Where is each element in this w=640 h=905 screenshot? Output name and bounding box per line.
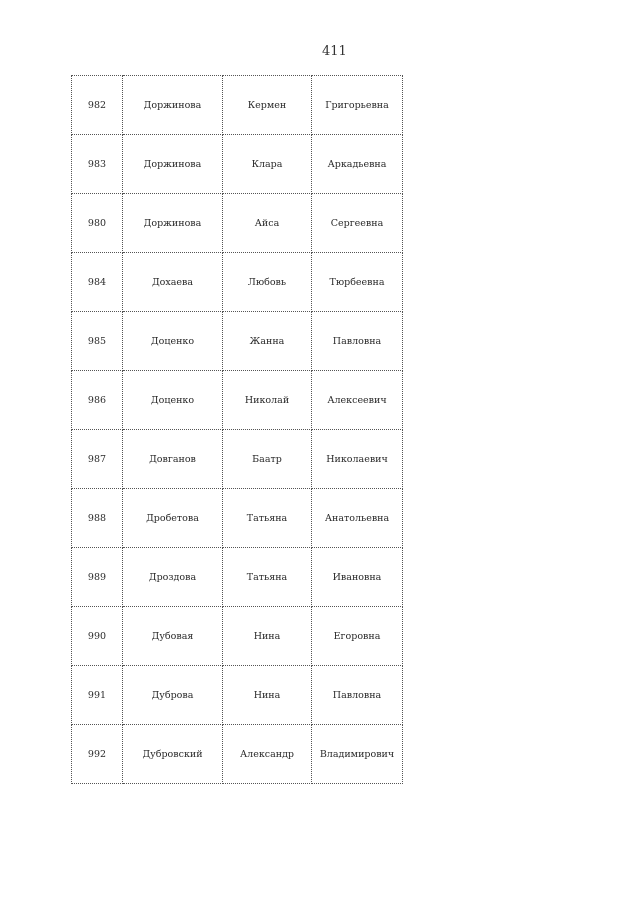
table-row	[72, 194, 403, 253]
last-name-cell: Доржинова	[123, 194, 223, 253]
patronymic-cell: Анатольевна	[312, 489, 403, 548]
last-name-cell: Дохаева	[123, 253, 223, 312]
first-name-cell: Татьяна	[223, 548, 312, 607]
first-name-cell: Любовь	[223, 253, 312, 312]
row-number: 990	[72, 607, 123, 666]
table-row	[72, 548, 403, 607]
patronymic-cell: Алексеевич	[312, 371, 403, 430]
table-row	[72, 725, 403, 784]
last-name-cell: Дробетова	[123, 489, 223, 548]
first-name-cell: Жанна	[223, 312, 312, 371]
table-row	[72, 312, 403, 371]
patronymic-cell: Павловна	[312, 312, 403, 371]
table-row	[72, 371, 403, 430]
row-number: 989	[72, 548, 123, 607]
first-name-cell: Айса	[223, 194, 312, 253]
last-name-cell: Дроздова	[123, 548, 223, 607]
patronymic-cell: Аркадьевна	[312, 135, 403, 194]
first-name-cell: Нина	[223, 607, 312, 666]
table-row	[72, 666, 403, 725]
table-row	[72, 430, 403, 489]
first-name-cell: Клара	[223, 135, 312, 194]
last-name-cell: Доценко	[123, 371, 223, 430]
row-number: 986	[72, 371, 123, 430]
first-name-cell: Николай	[223, 371, 312, 430]
table-row	[72, 76, 403, 135]
register-table	[71, 75, 403, 784]
table-row	[72, 489, 403, 548]
patronymic-cell: Владимирович	[312, 725, 403, 784]
patronymic-cell: Егоровна	[312, 607, 403, 666]
row-number: 988	[72, 489, 123, 548]
first-name-cell: Баатр	[223, 430, 312, 489]
patronymic-cell: Тюрбеевна	[312, 253, 403, 312]
table-row	[72, 607, 403, 666]
last-name-cell: Дубовая	[123, 607, 223, 666]
first-name-cell: Нина	[223, 666, 312, 725]
patronymic-cell: Сергеевна	[312, 194, 403, 253]
row-number: 982	[72, 76, 123, 135]
patronymic-cell: Павловна	[312, 666, 403, 725]
row-number: 985	[72, 312, 123, 371]
last-name-cell: Довганов	[123, 430, 223, 489]
row-number: 983	[72, 135, 123, 194]
last-name-cell: Дубровский	[123, 725, 223, 784]
row-number: 987	[72, 430, 123, 489]
last-name-cell: Доржинова	[123, 135, 223, 194]
page-number: 411	[322, 44, 347, 59]
row-number: 984	[72, 253, 123, 312]
first-name-cell: Александр	[223, 725, 312, 784]
first-name-cell: Кермен	[223, 76, 312, 135]
table-row	[72, 253, 403, 312]
row-number: 980	[72, 194, 123, 253]
patronymic-cell: Николаевич	[312, 430, 403, 489]
row-number: 991	[72, 666, 123, 725]
last-name-cell: Доценко	[123, 312, 223, 371]
first-name-cell: Татьяна	[223, 489, 312, 548]
last-name-cell: Доржинова	[123, 76, 223, 135]
table-row	[72, 135, 403, 194]
last-name-cell: Дуброва	[123, 666, 223, 725]
row-number: 992	[72, 725, 123, 784]
patronymic-cell: Ивановна	[312, 548, 403, 607]
patronymic-cell: Григорьевна	[312, 76, 403, 135]
